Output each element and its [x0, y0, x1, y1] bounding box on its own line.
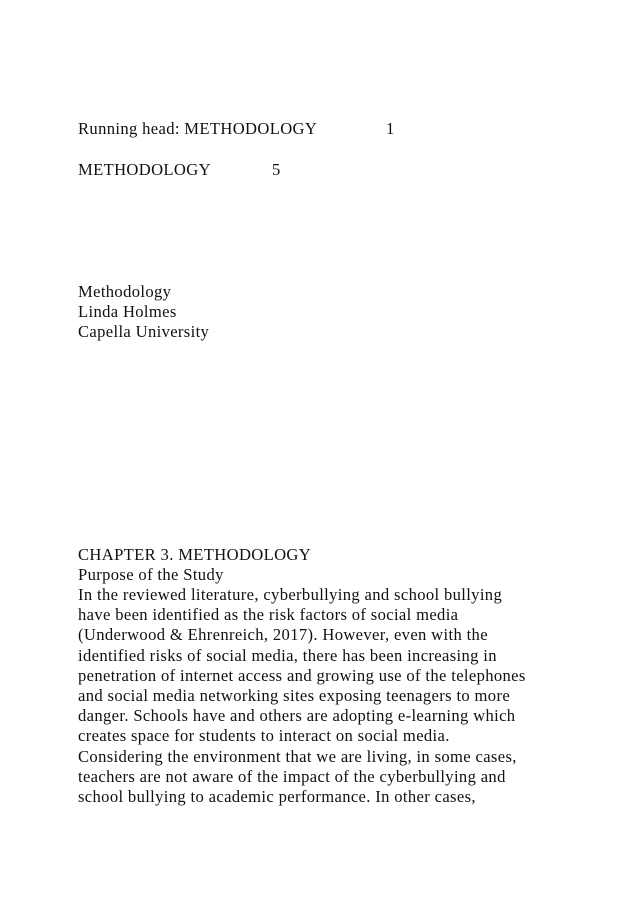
body-text-line: penetration of internet access and growing use of the telephones [78, 665, 526, 685]
paper-title: Methodology [78, 282, 172, 301]
running-head-page-number: 1 [386, 119, 395, 138]
body-text-line: and social media networking sites exposing teenagers to more [78, 686, 511, 705]
short-head-page-number: 5 [272, 160, 281, 179]
body-text-line: Considering the environment that we are living, in some cases, [78, 746, 517, 766]
body-text-line: creates space for students to interact on social media. [78, 726, 450, 746]
author-name: Linda Holmes [78, 302, 177, 321]
section-heading: Purpose of the Study [78, 565, 224, 584]
chapter-heading: CHAPTER 3. METHODOLOGY [78, 545, 312, 564]
short-head: METHODOLOGY [78, 160, 211, 179]
body-text-line: In the reviewed literature, cyberbullying and school bullying [78, 585, 503, 604]
body-text-line: school bullying to academic performance. In other cases, [78, 787, 476, 806]
running-head: Running head: METHODOLOGY [78, 119, 318, 138]
body-text-line: (Underwood & Ehrenreich, 2017). However, even with the [78, 625, 488, 645]
body-text-line: teachers are not aware of the impact of the cyberbullying and [78, 766, 506, 786]
institution: Capella University [78, 322, 210, 341]
body-text-line: identified risks of social media, there has been increasing in [78, 645, 497, 665]
body-text-line: danger. Schools have and others are adopting e-learning which [78, 706, 516, 726]
body-text-line: have been identified as the risk factors of social media [78, 605, 459, 625]
